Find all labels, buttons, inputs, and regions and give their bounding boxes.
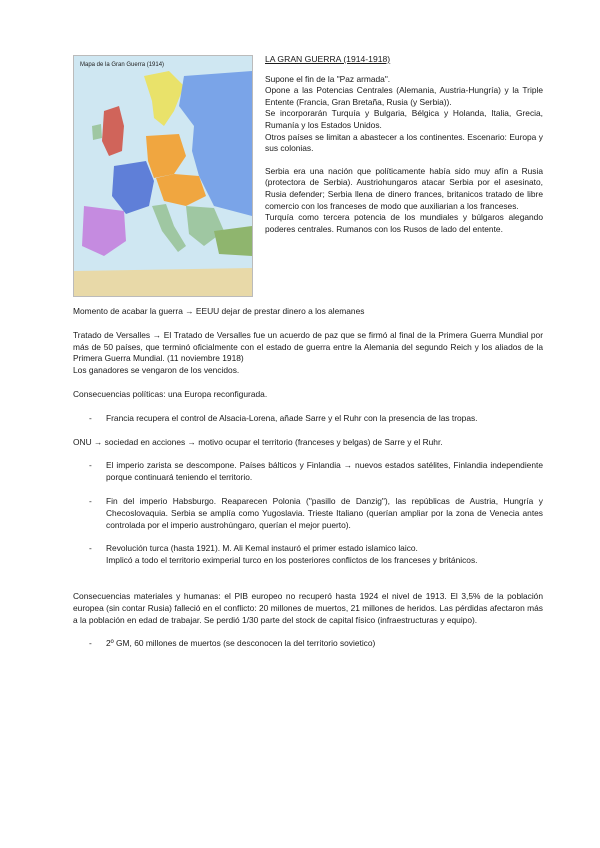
paragraph-momento: Momento de acabar la guerra → EEUU dejar de prestar dinero a los alemanes bbox=[73, 306, 365, 316]
paragraph-serbia: Serbia era una nación que políticamente había sido muy afín a Rusia (protectora de Serbia). Austriohungaros atacar Serbia por el asesinato, Rusia defender; Serbia llena de dinero frances, britanicos tratado de libre comercio con los franceses de modo que auxiliarian a los franceses. bbox=[265, 165, 543, 211]
paragraph-paz-armada: Supone el fin de la "Paz armada". bbox=[265, 73, 391, 84]
paragraph-ganadores: Los ganadores se vengaron de los vencidos. bbox=[73, 365, 240, 376]
map-caption: Mapa de la Gran Guerra (1914) bbox=[80, 62, 165, 68]
list-item-habsburgo bbox=[73, 496, 543, 531]
list-item-text: 2º GM, 60 millones de muertos (se desconocen la del territorio sovietico) bbox=[106, 638, 376, 649]
paragraph-turquia: Turquía como tercera potencia de los mundiales y búlgaros alegando poderes centrales. Rumanos con los Rusos de lado del entente. bbox=[265, 212, 543, 234]
list-item-text: Francia recupera el control de Alsacia-Lorena, añade Sarre y el Ruhr con la presencia de las tropas. bbox=[106, 412, 478, 423]
region-turkey bbox=[214, 226, 252, 256]
paragraph-politicas: Consecuencias políticas: una Europa reconfigurada. bbox=[73, 388, 268, 399]
body-text bbox=[73, 306, 543, 650]
region-ireland bbox=[92, 124, 102, 140]
paragraph-incorporaran: Se incorporarán Turquía y Bulgaria, Bélgica y Holanda, Italia, Grecia, Rumanía y los Estados Unidos. bbox=[265, 108, 543, 130]
list-item-text: El imperio zarista se descompone. Países bálticos y Finlandia → nuevos estados satélites, Finlandia independiente porque continuará teniendo el territorio. bbox=[106, 460, 543, 483]
page-title: LA GRAN GUERRA (1914-1918) bbox=[265, 54, 391, 64]
list-dash: - bbox=[89, 412, 92, 423]
list-item-francia bbox=[73, 413, 543, 425]
europe-map-svg bbox=[74, 56, 252, 296]
list-dash: - bbox=[89, 638, 92, 649]
header-column bbox=[265, 54, 543, 235]
region-north-africa bbox=[74, 268, 252, 296]
paragraph-versalles: Tratado de Versalles → El Tratado de Versalles fue un acuerdo de paz que se firmó al final de la Primera Guerra Mundial por más de 50 países, que terminó oficialmente con el estado de guerra entre la Alemania del segundo Reich y los aliados de la Primera Guerra Mundial. (11 noviembre 1918) bbox=[73, 329, 543, 364]
list-item-zarista bbox=[73, 460, 543, 484]
list-dash: - bbox=[89, 543, 92, 554]
paragraph-opone: Opone a las Potencias Centrales (Alemania, Austria-Hungría) y la Triple Entente (Francia, Gran Bretaña, Rusia (y Serbia)). bbox=[265, 85, 543, 107]
list-item-text: Revolución turca (hasta 1921). M. Ali Kemal instauró el primer estado islamico laico. bbox=[106, 543, 418, 554]
paragraph-abastecer: Otros países se limitan a abastecer a los continentes. Escenario: Europa y sus colonias. bbox=[265, 131, 543, 154]
list-item-text-continued: Implicó a todo el territorio eximperial turco en los posteriores conflictos de los franceses y británicos. bbox=[106, 555, 478, 566]
list-dash: - bbox=[89, 460, 92, 471]
list-item-2gm bbox=[73, 638, 543, 650]
list-item-turca bbox=[73, 543, 543, 567]
list-item-text: Fin del imperio Habsburgo. Reaparecen Polonia ("pasillo de Danzig"), las repúblicas de Austria, Hungría y Checoslovaquia. Serbia se amplía como Yugoslavia. Trieste Italiano (querían ampliar por la zona de Venecia antes controlada por el imperio austrohúngaro, querían el mejor puerto). bbox=[106, 495, 543, 530]
list-dash: - bbox=[89, 495, 92, 506]
paragraph-materiales: Consecuencias materiales y humanas: el PIB europeo no recuperó hasta 1924 el nivel de 1913. El 3,5% de la población europea (sin contar Rusia) falleció en el conflicto: 20 millones de muertos, 21 millones de heridos. Las pérdidas afectaron más a la población en edad de trabajar. Se perdió 1/30 parte del stock de capital físico (infraestructuras y equipo). bbox=[73, 590, 543, 625]
paragraph-onu: ONU → sociedad en acciones → motivo ocupar el territorio (franceses y belgas) de Sarre y el Ruhr. bbox=[73, 436, 443, 447]
europe-map-image bbox=[73, 55, 253, 297]
